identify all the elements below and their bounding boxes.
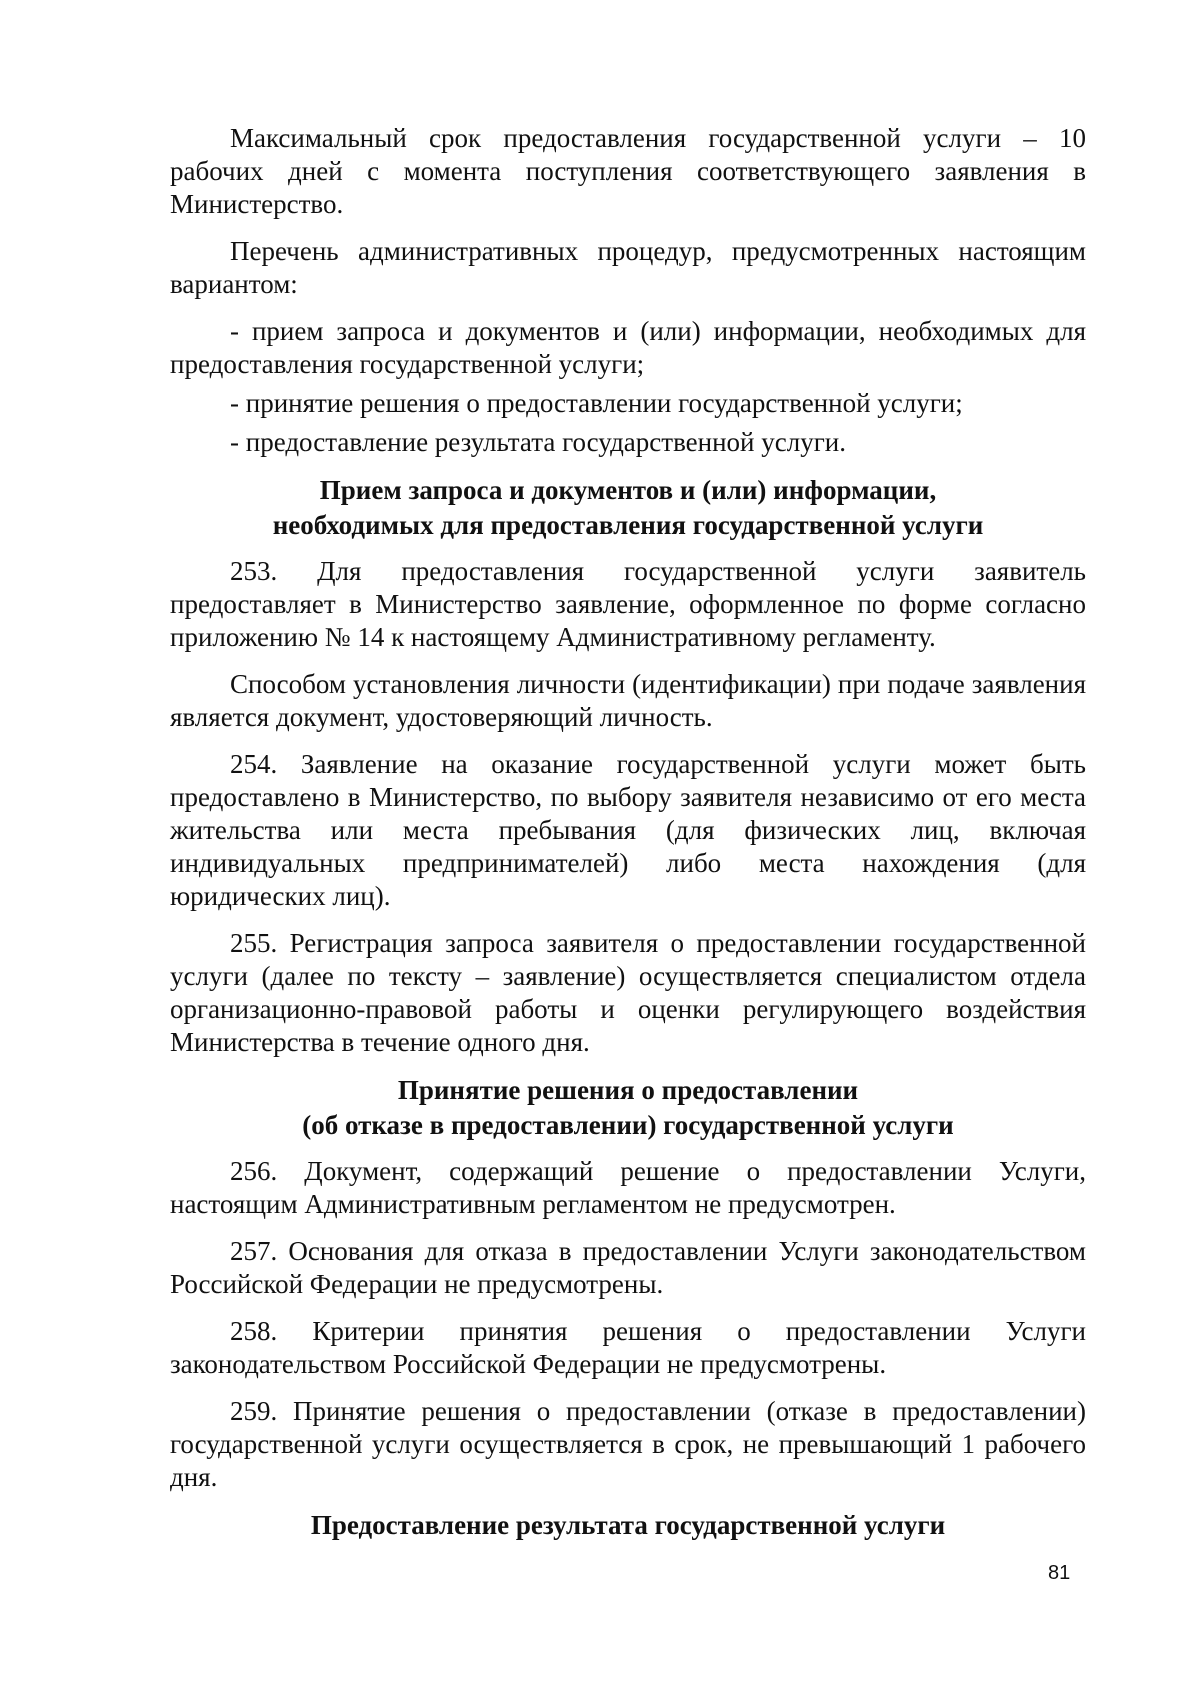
paragraph-257: 257. Основания для отказа в предоставлении Услуги законодательством Российской Федерации не предусмотрены.: [170, 1236, 1086, 1299]
list-item-procedure-result: - предоставление результата государственной услуги.: [230, 427, 846, 457]
list-item-procedure-reception: - прием запроса и документов и (или) информации, необходимых для предоставления государственной услуги;: [170, 316, 1086, 379]
document-body: [170, 122, 1086, 1555]
section-heading-reception-line-2: необходимых для предоставления государственной услуги: [272, 510, 984, 540]
paragraph-254: 254. Заявление на оказание государственной услуги может быть предоставлено в Министерство, по выбору заявителя независимо от его места жительства или места пребывания (для физических лиц, включая индивидуальных предпринимателей) либо места нахождения (для юридических лиц).: [170, 749, 1086, 911]
paragraph-255: 255. Регистрация запроса заявителя о предоставлении государственной услуги (далее по тексту – заявление) осуществляется специалистом отдела организационно-правовой работы и оценки регулирующего воздействия Министерства в течение одного дня.: [170, 928, 1086, 1057]
section-heading-decision-line-1: Принятие решения о предоставлении: [397, 1075, 859, 1105]
section-heading-result: [170, 1508, 1086, 1543]
list-item-procedure-decision: - принятие решения о предоставлении государственной услуги;: [230, 388, 963, 418]
section-heading-decision-line-2: (об отказе в предоставлении) государственной услуги: [302, 1110, 954, 1140]
paragraph-identification: Способом установления личности (идентификации) при подаче заявления является документ, удостоверяющий личность.: [170, 669, 1086, 732]
paragraph-259: 259. Принятие решения о предоставлении (отказе в предоставлении) государственной услуги осуществляется в срок, не превышающий 1 рабочего дня.: [170, 1396, 1086, 1492]
paragraph-253: 253. Для предоставления государственной услуги заявитель предоставляет в Министерство заявление, оформленное по форме согласно приложению № 14 к настоящему Административному регламенту.: [170, 556, 1086, 652]
paragraph-max-term: Максимальный срок предоставления государственной услуги – 10 рабочих дней с момента поступления соответствующего заявления в Министерство.: [170, 123, 1086, 219]
section-heading-decision: [170, 1073, 1086, 1143]
paragraph-procedures-list-intro: Перечень административных процедур, предусмотренных настоящим вариантом:: [170, 236, 1086, 299]
paragraph-258: 258. Критерии принятия решения о предоставлении Услуги законодательством Российской Федерации не предусмотрены.: [170, 1316, 1086, 1379]
page-number: 81: [1048, 1562, 1071, 1584]
section-heading-reception-line-1: Прием запроса и документов и (или) информации,: [319, 475, 937, 505]
paragraph-256: 256. Документ, содержащий решение о предоставлении Услуги, настоящим Административным регламентом не предусмотрен.: [170, 1156, 1086, 1219]
section-heading-reception: [170, 473, 1086, 543]
section-heading-result-line-1: Предоставление результата государственной услуги: [310, 1510, 946, 1540]
